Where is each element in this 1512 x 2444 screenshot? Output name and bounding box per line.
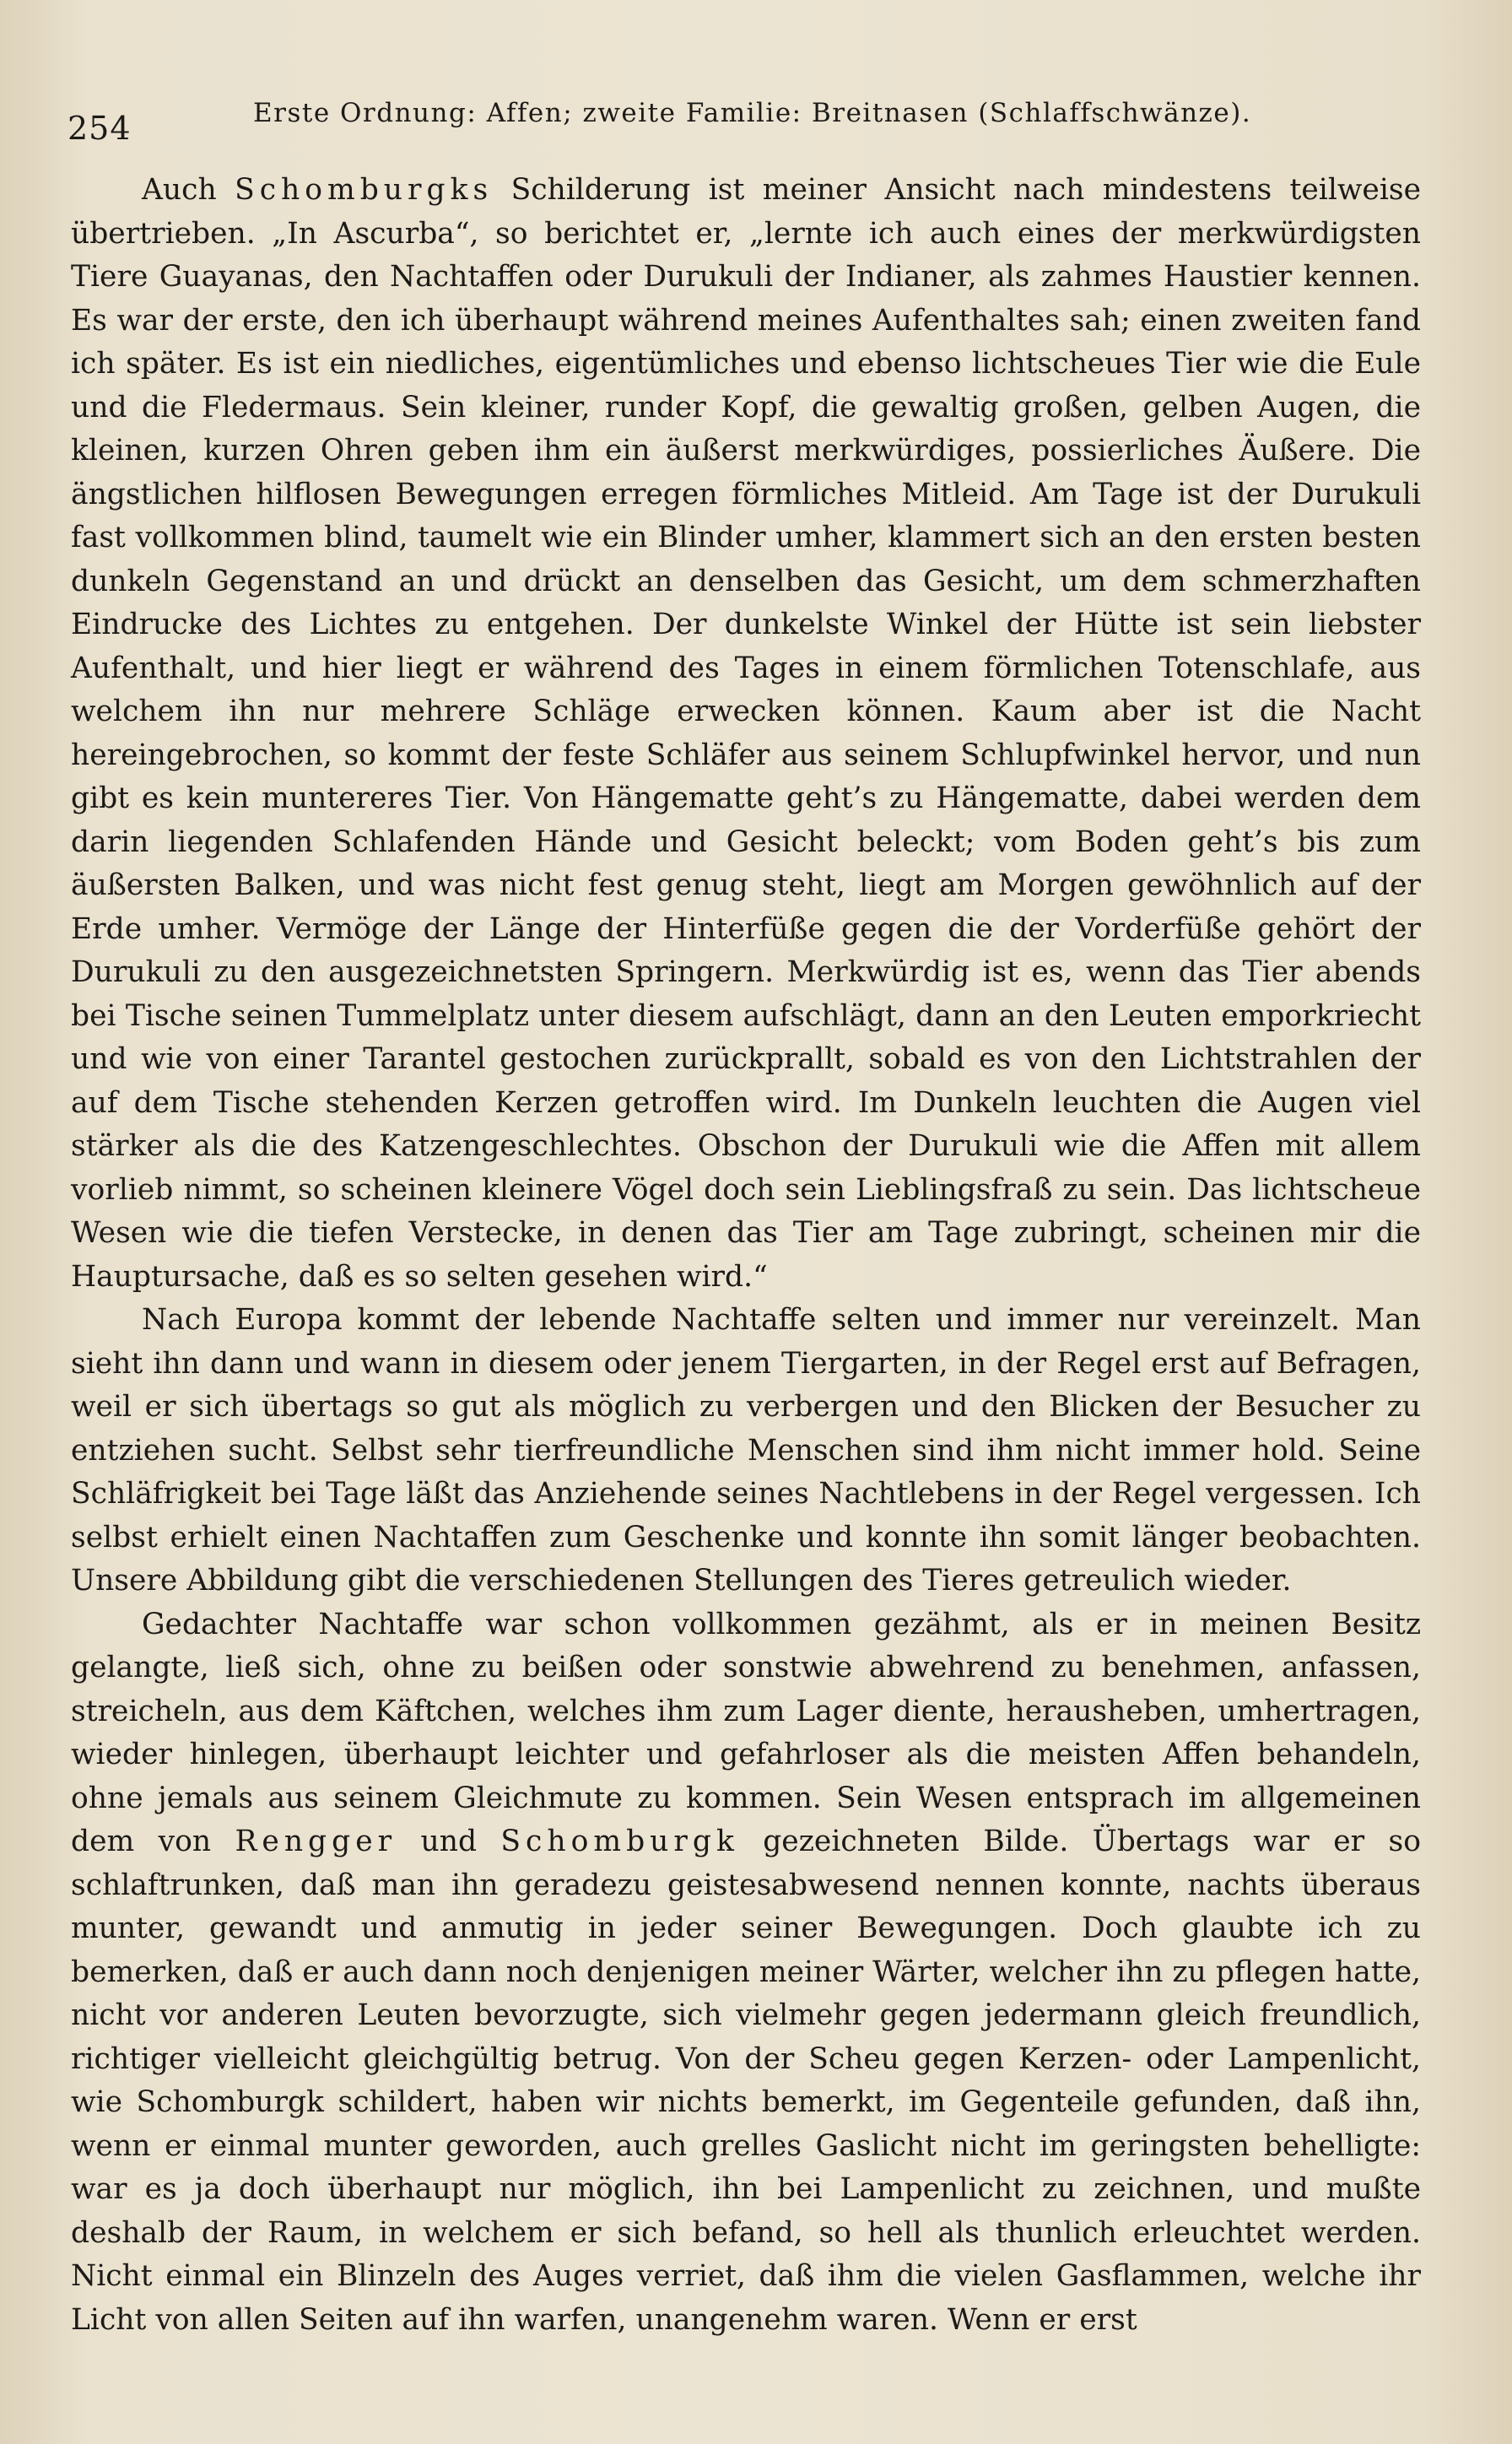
- paragraph-text: Gedachter Nachtaffe war schon vollkommen gezähmt, als er in meinen Besitz gelangte, ließ sich, ohne zu beißen oder sonstwie abwehrend zu benehmen, anfassen, streicheln, aus dem Käftchen, welches ihm zum Lager diente, herausheben, umhertragen, wieder hinlegen, überhaupt leichter und gefahrloser als die meisten Affen behandeln, ohne jemals aus seinem Gleichmute zu kommen. Sein Wesen entsprach im allgemeinen dem von: [71, 1607, 1421, 1858]
- paragraph-text: Auch: [142, 173, 235, 207]
- paragraph-3: [71, 1603, 1421, 2343]
- person-name: Schomburgks: [235, 173, 494, 207]
- page-header: [68, 91, 1418, 147]
- page-number: 254: [68, 110, 132, 147]
- person-name: Schomburgk: [500, 1825, 739, 1858]
- running-head: Erste Ordnung: Affen; zweite Familie: Breitnasen (Schlaffschwänze).: [253, 98, 1252, 128]
- paragraph-1: [71, 169, 1421, 1299]
- person-name: Rengger: [235, 1825, 397, 1858]
- paragraph-text: gezeichneten Bilde. Übertags war er so schlaftrunken, daß man ihn geradezu geistesabwesend nennen konnte, nachts überaus munter, gewandt und anmutig in jeder seiner Bewegungen. Doch glaubte ich zu bemerken, daß er auch dann noch denjenigen meiner Wärter, welcher ihn zu pflegen hatte, nicht vor anderen Leuten bevorzugte, sich vielmehr gegen jedermann gleich freundlich, richtiger vielleicht gleichgültig betrug. Von der Scheu gegen Kerzen- oder Lampenlicht, wie Schomburgk schildert, haben wir nichts bemerkt, im Gegenteile gefunden, daß ihn, wenn er einmal munter geworden, auch grelles Gaslicht nicht im geringsten behelligte: war es ja doch überhaupt nur möglich, ihn bei Lampenlicht zu zeichnen, und mußte deshalb der Raum, in welchem er sich befand, so hell als thunlich erleuchtet werden. Nicht einmal ein Blinzeln des Auges verriet, daß ihm die vielen Gasflammen, welche ihr Licht von allen Seiten auf ihn warfen, unangenehm waren. Wenn er erst: [71, 1825, 1422, 2337]
- body-text: [71, 169, 1421, 2342]
- paragraph-2: [71, 1299, 1421, 1603]
- paragraph-text: Schilderung ist meiner Ansicht nach mindestens teilweise übertrieben. „In Ascurba“, so berichtet er, „lernte ich auch eines der merkwürdigsten Tiere Guayanas, den Nachtaffen oder Durukuli der Indianer, als zahmes Haustier kennen. Es war der erste, den ich überhaupt während meines Aufenthaltes sah; einen zweiten fand ich später. Es ist ein niedliches, eigentümliches und ebenso lichtscheues Tier wie die Eule und die Fledermaus. Sein kleiner, runder Kopf, die gewaltig großen, gelben Augen, die kleinen, kurzen Ohren geben ihm ein äußerst merkwürdiges, possierliches Äußere. Die ängstlichen hilflosen Bewegungen erregen förmliches Mitleid. Am Tage ist der Durukuli fast vollkommen blind, taumelt wie ein Blinder umher, klammert sich an den ersten besten dunkeln Gegenstand an und drückt an denselben das Gesicht, um dem schmerzhaften Eindrucke des Lichtes zu entgehen. Der dunkelste Winkel der Hütte ist sein liebster Aufenthalt, und hier liegt er während des Tages in einem förmlichen Totenschlafe, aus welchem ihn nur mehrere Schläge erwecken können. Kaum aber ist die Nacht hereingebrochen, so kommt der feste Schläfer aus seinem Schlupfwinkel hervor, und nun gibt es kein muntereres Tier. Von Hängematte geht’s zu Hängematte, dabei werden dem darin liegenden Schlafenden Hände und Gesicht beleckt; vom Boden geht’s bis zum äußersten Balken, und was nicht fest genug steht, liegt am Morgen gewöhnlich auf der Erde umher. Vermöge der Länge der Hinterfüße gegen die der Vorderfüße gehört der Durukuli zu den ausgezeichnetsten Springern. Merkwürdig ist es, wenn das Tier abends bei Tische seinen Tummelplatz unter diesem aufschlägt, dann an den Leuten emporkriecht und wie von einer Tarantel gestochen zurückprallt, sobald es von den Lichtstrahlen der auf dem Tische stehenden Kerzen getroffen wird. Im Dunkeln leuchten die Augen viel stärker als die des Katzengeschlechtes. Obschon der Durukuli wie die Affen mit allem vorlieb nimmt, so scheinen kleinere Vögel doch sein Lieblingsfraß zu sein. Das lichtscheue Wesen wie die tiefen Verstecke, in denen das Tier am Tage zubringt, scheinen mir die Hauptursache, daß es so selten gesehen wird.“: [71, 173, 1421, 1294]
- paragraph-text: und: [397, 1825, 501, 1858]
- paragraph-text: Nach Europa kommt der lebende Nachtaffe selten und immer nur vereinzelt. Man sieht ihn dann und wann in diesem oder jenem Tiergarten, in der Regel erst auf Befragen, weil er sich übertags so gut als möglich zu verbergen und den Blicken der Besucher zu entziehen sucht. Selbst sehr tierfreundliche Menschen sind ihm nicht immer hold. Seine Schläfrigkeit bei Tage läßt das Anziehende seines Nachtlebens in der Regel vergessen. Ich selbst erhielt einen Nachtaffen zum Geschenke und konnte ihn somit länger beobachten. Unsere Abbildung gibt die verschiedenen Stellungen des Tieres getreulich wieder.: [71, 1303, 1421, 1598]
